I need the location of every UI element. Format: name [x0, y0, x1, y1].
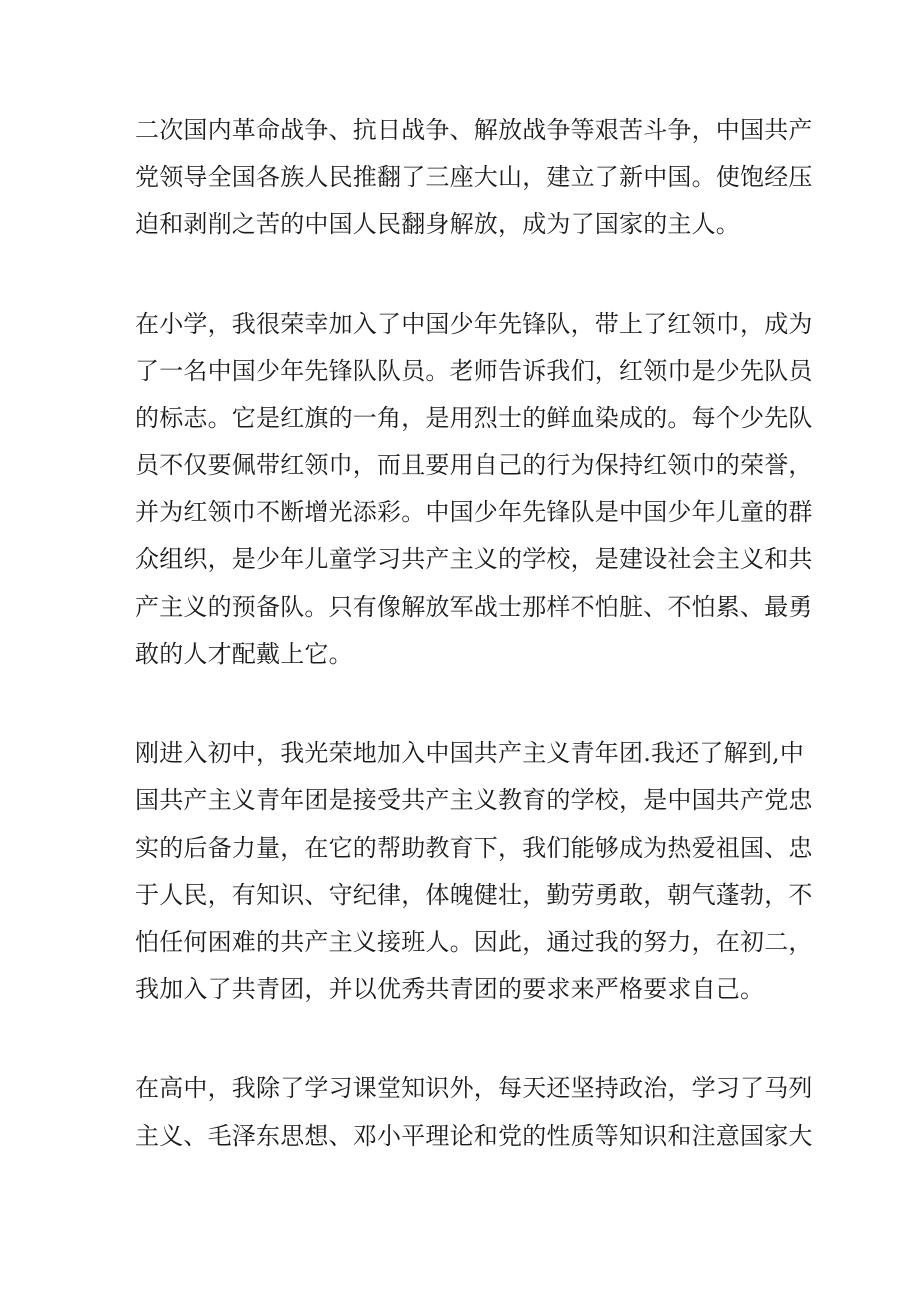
paragraph-3-line-1: 刚进入初中，我光荣地加入中国共产主义青年团.我还了解到,中	[135, 739, 805, 767]
paragraph-4-line-2: 主义、毛泽东思想、邓小平理论和党的性质等知识和注意国家大	[135, 1122, 813, 1150]
paragraph-1-line-1: 二次国内革命战争、抗日战争、解放战争等艰苦斗争，中国共产	[135, 116, 813, 144]
paragraph-3-line-5: 怕任何困难的共产主义接班人。因此，通过我的努力，在初二，	[135, 928, 813, 956]
paragraph-2-line-1: 在小学，我很荣幸加入了中国少年先锋队，带上了红领巾，成为	[135, 310, 813, 338]
paragraph-1-line-2: 党领导全国各族人民推翻了三座大山，建立了新中国。使饱经压	[135, 163, 813, 191]
paragraph-2-line-3: 的标志。它是红旗的一角，是用烈士的鲜血染成的。每个少先队	[135, 404, 813, 432]
paragraph-2-line-6: 众组织，是少年儿童学习共产主义的学校，是建设社会主义和共	[135, 545, 813, 573]
paragraph-3-line-4: 于人民，有知识、守纪律，体魄健壮，勤劳勇敢，朝气蓬勃，不	[135, 881, 813, 909]
paragraph-1-line-3: 迫和剥削之苦的中国人民翻身解放，成为了国家的主人。	[135, 210, 740, 238]
paragraph-3-line-6: 我加入了共青团，并以优秀共青团的要求来严格要求自己。	[135, 975, 765, 1003]
paragraph-3-line-2: 国共产主义青年团是接受共产主义教育的学校，是中国共产党忠	[135, 786, 813, 814]
paragraph-2-line-2: 了一名中国少年先锋队队员。老师告诉我们，红领巾是少先队员	[135, 357, 813, 385]
paragraph-2-line-5: 并为红领巾不断增光添彩。中国少年先锋队是中国少年儿童的群	[135, 498, 813, 526]
paragraph-4-line-1: 在高中，我除了学习课堂知识外，每天还坚持政治，学习了马列	[135, 1074, 813, 1102]
paragraph-2-line-4: 员不仅要佩带红领巾，而且要用自己的行为保持红领巾的荣誉，	[135, 451, 813, 479]
paragraph-3-line-3: 实的后备力量，在它的帮助教育下，我们能够成为热爱祖国、忠	[135, 834, 813, 862]
paragraph-2-line-8: 敢的人才配戴上它。	[135, 640, 353, 668]
paragraph-2-line-7: 产主义的预备队。只有像解放军战士那样不怕脏、不怕累、最勇	[135, 593, 813, 621]
